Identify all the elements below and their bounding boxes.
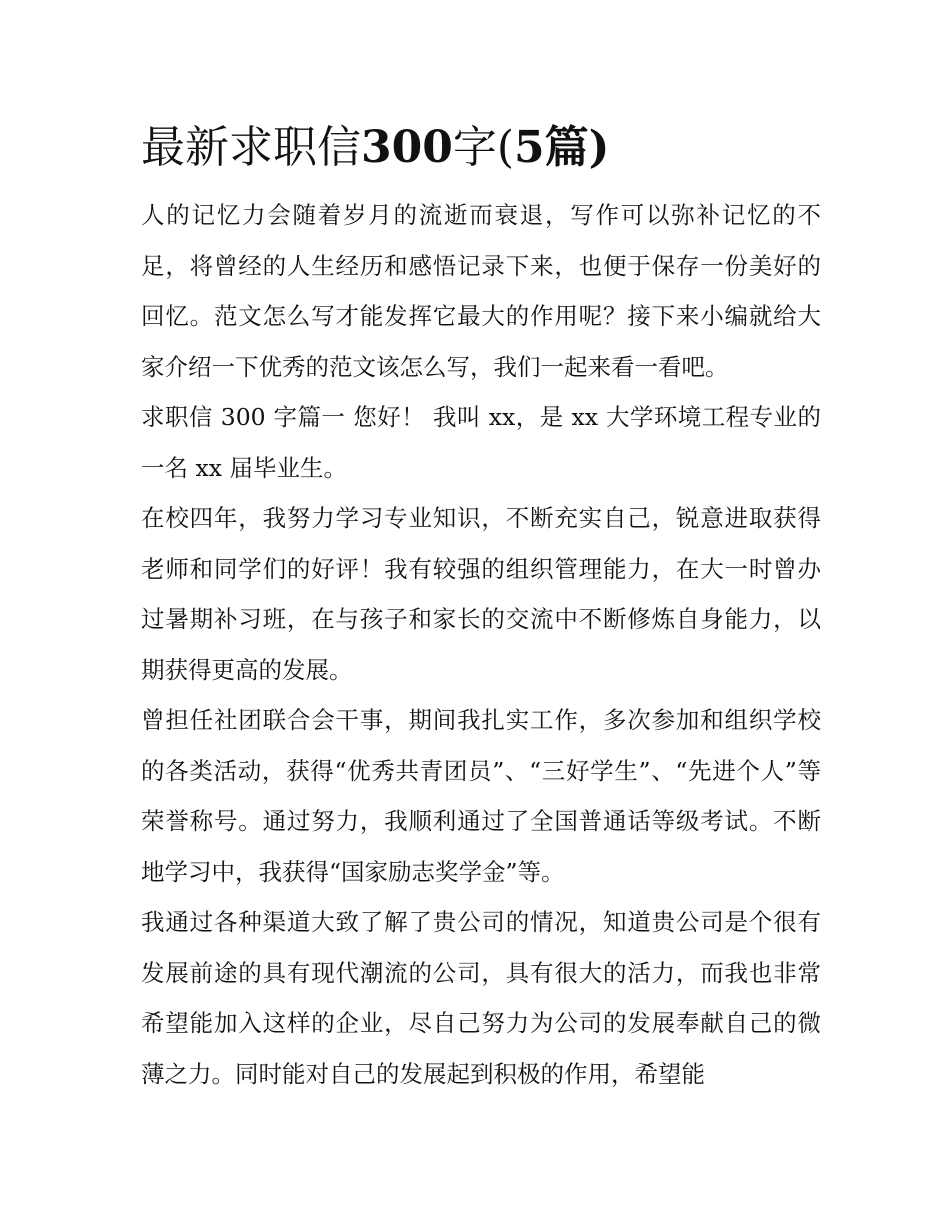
intro-paragraph: 人的记忆力会随着岁月的流逝而衰退，写作可以弥补记忆的不足，将曾经的人生经历和感悟记录下来，也便于保存一份美好的回忆。范文怎么写才能发挥它最大的作用呢？接下来小编就给大家介绍一下优秀的范文该怎么写，我们一起来看一看吧。 <box>141 201 821 381</box>
document-page <box>141 118 821 1099</box>
title-number-5: 5 <box>514 122 545 173</box>
greeting-paragraph: 求职信 300 字篇一 您好！ 我叫 xx，是 xx 大学环境工程专业的一名 xx 届毕业生。 <box>141 403 821 482</box>
title-text-2: 字( <box>452 122 515 173</box>
company-paragraph: 我通过各种渠道大致了解了贵公司的情况，知道贵公司是个很有发展前途的具有现代潮流的公司，具有很大的活力，而我也非常希望能加入这样的企业，尽自己努力为公司的发展奉献自己的微薄之力。同时能对自己的发展起到积极的作用，希望能 <box>141 908 821 1088</box>
title-text-1: 最新求职信 <box>141 122 361 173</box>
title-text-3: 篇) <box>544 122 610 173</box>
study-paragraph: 在校四年，我努力学习专业知识，不断充实自己，锐意进取获得老师和同学们的好评！我有较强的组织管理能力，在大一时曾办过暑期补习班，在与孩子和家长的交流中不断修炼自身能力，以期获得更高的发展。 <box>141 504 821 684</box>
page-title <box>141 118 821 178</box>
activities-paragraph: 曾担任社团联合会干事，期间我扎实工作，多次参加和组织学校的各类活动，获得“优秀共青团员”、“三好学生”、“先进个人”等荣誉称号。通过努力，我顺利通过了全国普通话等级考试。不断地学习中，我获得“国家励志奖学金”等。 <box>141 706 821 886</box>
title-number-300: 300 <box>361 122 453 173</box>
